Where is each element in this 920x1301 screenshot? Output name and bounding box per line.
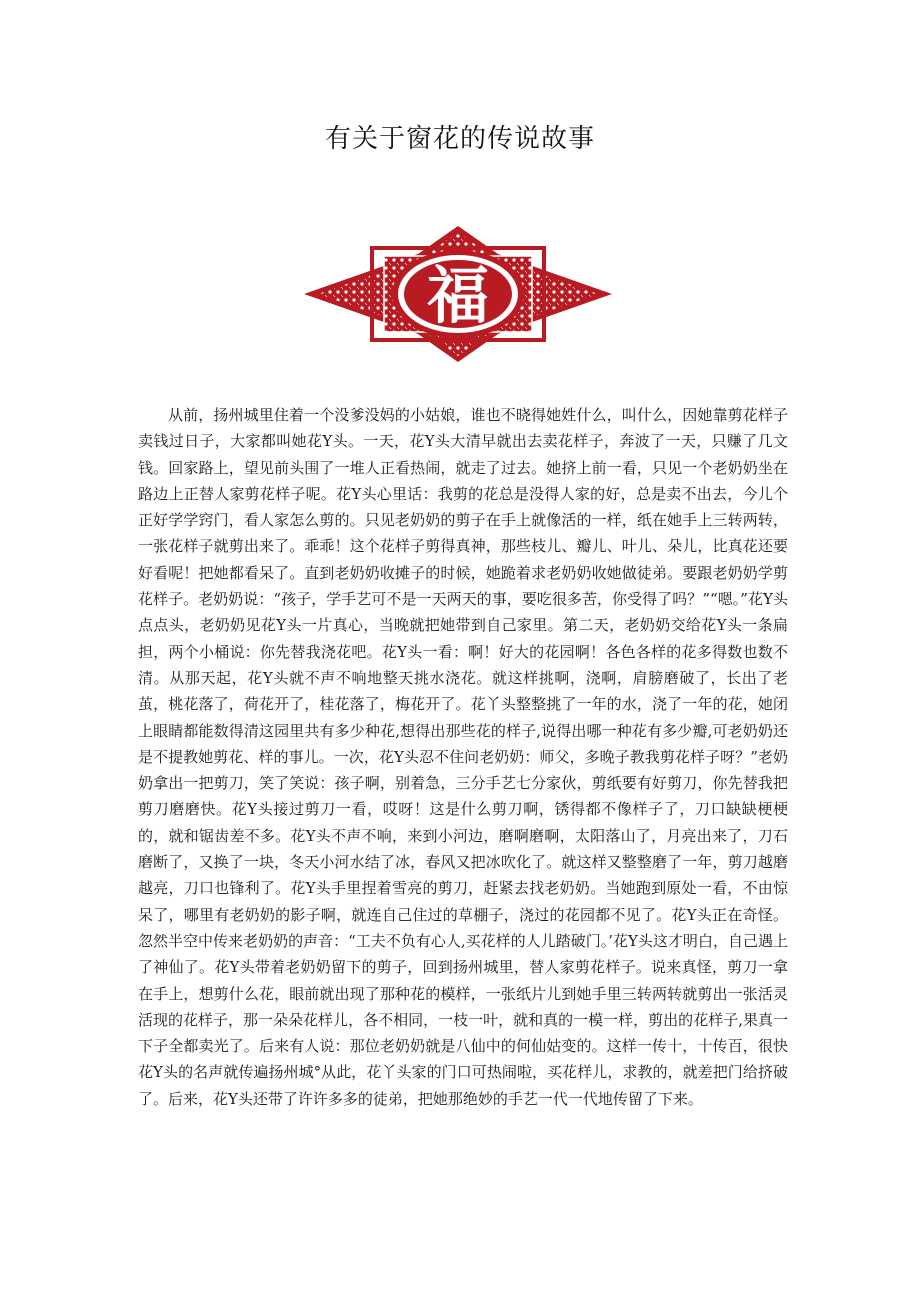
fu-character: 福 xyxy=(426,259,490,332)
story-segment: 一天，花Y头大清早就出去卖花样子，奔波了一天，只赚了几文钱。回家路上，望见前头围了一堆人正看热闹，就走了过去。她挤上前一看，只见一个老奶奶坐在路边上正替人家剪花样子呢。花Y头心里话：我剪的花总是没得人家的好，总是卖不出去，今儿个正好学学窍门，看人家怎么剪的。只见老奶奶的剪子在手上就像活的一样，纸在她手上三转两转，一张花样子就剪出来了。乖乖！这个花样子剪得真神，那些枝儿、瓣儿、叶儿、朵儿，比真花还要好看呢！把她都看呆了。直到老奶奶收摊子的时候，她跪着求老奶奶收她做徒弟。要跟老奶奶学剪花样子。老奶奶说：“孩子，学手艺可不是一天两天的事，要吃很多苦，你受得了吗？”“嗯。”花Y头点点头，老奶奶见花Y头一片真心，当晚就把她带到自己家里。 xyxy=(138,432,788,635)
fu-papercut-emblem-icon xyxy=(302,224,614,364)
story-segment: 花Y头带着老奶奶留下的剪子，回到扬州城里，替人家剪花样子。说来真怪，剪刀一拿在手上，想剪什么花，眼前就出现了那种花的模样，一张纸片儿到她手里三转两转就剪出一张活灵活现的花样子，那一朵朵花样儿，各不相同，一枝一叶，就和真的一模一样，剪出的花样子,果真一下子全都卖光了。 xyxy=(138,958,788,1056)
story-segment: 一次，花Y头忍不住问老奶奶：师父，多晚子教我剪花样子呀？” xyxy=(333,747,758,766)
story-segment: 老奶奶拿出一把剪刀，笑了笑说：孩子啊，别着急，三分手艺七分家伙，剪纸要有好剪刀，你先替我把剪刀磨磨快。花Y头接过剪刀一看，哎呀！这是什么剪刀啊，锈得都不像样子了，刀口缺缺梗梗的，就和锯齿差不多。花Y头不声不响，来到小河边，磨啊磨啊，太阳落山了，月亮出来了，刀石磨断了，又换了一块，冬天小河水结了冰，春风又把冰吹化了。就这样又整整磨了一年，剪刀越磨越亮，刀口也锋利了。花Y头手里捏着雪亮的剪刀，赶紧去找老奶奶。当她跑到原处一看，不由惊呆了，哪里有老奶奶的影子啊，就连自己住过的草棚子，浇过的花园都不见了。花Y头正在奇怪。忽然半空中传来老奶奶的声音：“工夫不负有心人,买花样的人儿踏破门。’花Y头这才明白，自己遇上了神仙了。 xyxy=(138,747,788,977)
story-segment: 从此，花丫头家的门口可热闹啦，买花样儿，求教的，就差把门给挤破了。后来，花Y头还带了许许多多的徒弟，把她那绝妙的手艺一代一代地传留了下来。 xyxy=(138,1063,788,1108)
story-segment: 后来有人说：那位老奶奶就是八仙中的何仙姑变的。这样一传十，十传百，很快花Y头的名声就传遍扬州城° xyxy=(138,1037,788,1082)
story-body xyxy=(138,402,788,1112)
story-segment: 第二天，老奶奶交给花Y头一条扁担，两个小桶说：你先替我浇花吧。花Y头一看：啊！好大的花园啊！各色各样的花多得数也数不清。从那天起，花Y头就不声不响地整天挑水浇花。就这样挑啊，浇啊，肩膀磨破了，长出了老茧，桃花落了，荷花开了，桂花落了，梅花开了。花丫头整整挑了一年的水，浇了一年的花，她闭上眼睛都能数得清这园里共有多少种花,想得出那些花的样子,说得出哪一种花有多少瓣,可老奶奶还是不提教她剪花、样的事儿。 xyxy=(138,616,788,766)
story-segment: 从前，扬州城里住着一个没爹没妈的小姑娘，谁也不晓得她姓什么，叫什么，因她靠剪花样子卖钱过日子，大家都叫她花Y头。 xyxy=(138,406,788,451)
story-paragraph xyxy=(138,402,788,1112)
page-title: 有关于窗花的传说故事 xyxy=(324,124,595,154)
